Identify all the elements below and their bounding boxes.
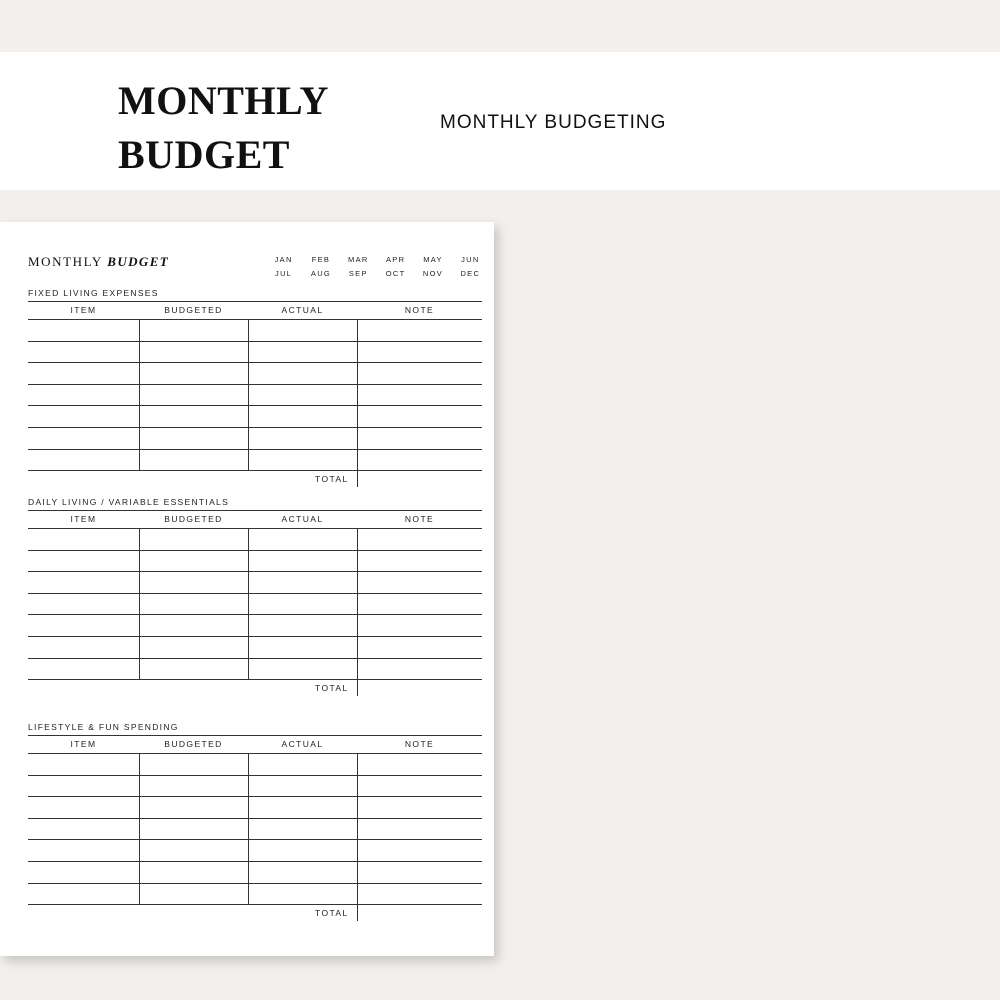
column-header-row: [28, 735, 482, 754]
column-header-budgeted: BUDGETED: [164, 305, 223, 315]
total-label: TOTAL: [315, 474, 349, 485]
section-title: FIXED LIVING EXPENSES: [28, 288, 159, 298]
table-row[interactable]: [28, 449, 482, 450]
column-header-item: ITEM: [70, 305, 97, 315]
total-divider: [357, 904, 358, 921]
header-banner: [0, 52, 1000, 190]
column-header-actual: ACTUAL: [281, 739, 324, 749]
column-header-item: ITEM: [70, 739, 97, 749]
total-label: TOTAL: [315, 908, 349, 919]
banner-title-line2: BUDGET: [118, 132, 290, 177]
table-row[interactable]: [28, 405, 482, 406]
column-divider: [139, 319, 140, 470]
column-divider: [139, 528, 140, 679]
month-apr[interactable]: APR: [385, 255, 406, 264]
month-jul[interactable]: JUL: [275, 269, 293, 278]
total-divider: [357, 679, 358, 696]
month-may[interactable]: MAY: [423, 255, 443, 264]
sheet-title: [28, 254, 169, 270]
column-header-actual: ACTUAL: [281, 514, 324, 524]
table-row[interactable]: [28, 384, 482, 385]
column-header-note: NOTE: [404, 739, 435, 749]
month-nov[interactable]: NOV: [422, 269, 444, 278]
column-header-budgeted: BUDGETED: [164, 739, 223, 749]
column-header-row: [28, 510, 482, 529]
total-divider: [357, 470, 358, 487]
column-header-actual: ACTUAL: [281, 305, 324, 315]
banner-title: [118, 74, 329, 182]
column-divider: [357, 528, 358, 679]
table-row[interactable]: [28, 571, 482, 572]
table-row[interactable]: [28, 796, 482, 797]
budget-sheet: [0, 222, 494, 956]
table-row[interactable]: [28, 470, 482, 471]
month-aug[interactable]: AUG: [310, 269, 332, 278]
table-row[interactable]: [28, 636, 482, 637]
column-header-note: NOTE: [404, 305, 435, 315]
table-row[interactable]: [28, 593, 482, 594]
section-title: LIFESTYLE & FUN SPENDING: [28, 722, 179, 732]
table-row[interactable]: [28, 658, 482, 659]
column-divider: [139, 753, 140, 904]
table-row[interactable]: [28, 679, 482, 680]
table-row[interactable]: [28, 341, 482, 342]
banner-title-line1: MONTHLY: [118, 78, 329, 123]
column-divider: [357, 319, 358, 470]
table-row[interactable]: [28, 818, 482, 819]
column-divider: [248, 753, 249, 904]
column-header-item: ITEM: [70, 514, 97, 524]
table-row[interactable]: [28, 550, 482, 551]
table-row[interactable]: [28, 362, 482, 363]
month-dec[interactable]: DEC: [460, 269, 481, 278]
column-divider: [248, 528, 249, 679]
table-row[interactable]: [28, 614, 482, 615]
month-oct[interactable]: OCT: [385, 269, 406, 278]
month-feb[interactable]: FEB: [311, 255, 331, 264]
table-row[interactable]: [28, 427, 482, 428]
column-header-row: [28, 301, 482, 320]
table-row[interactable]: [28, 904, 482, 905]
sheet-title-italic: BUDGET: [107, 254, 170, 269]
month-selector: [265, 255, 489, 278]
table-row[interactable]: [28, 883, 482, 884]
sheet-title-plain: MONTHLY: [28, 254, 108, 269]
column-divider: [248, 319, 249, 470]
total-label: TOTAL: [315, 683, 349, 694]
section-title: DAILY LIVING / VARIABLE ESSENTIALS: [28, 497, 230, 507]
month-jan[interactable]: JAN: [274, 255, 293, 264]
table-row[interactable]: [28, 775, 482, 776]
month-jun[interactable]: JUN: [461, 255, 480, 264]
column-header-budgeted: BUDGETED: [164, 514, 223, 524]
column-divider: [357, 753, 358, 904]
column-header-note: NOTE: [404, 514, 435, 524]
table-row[interactable]: [28, 839, 482, 840]
month-sep[interactable]: SEP: [348, 269, 368, 278]
banner-subtitle: MONTHLY BUDGETING: [440, 112, 667, 133]
table-row[interactable]: [28, 861, 482, 862]
month-mar[interactable]: MAR: [348, 255, 369, 264]
